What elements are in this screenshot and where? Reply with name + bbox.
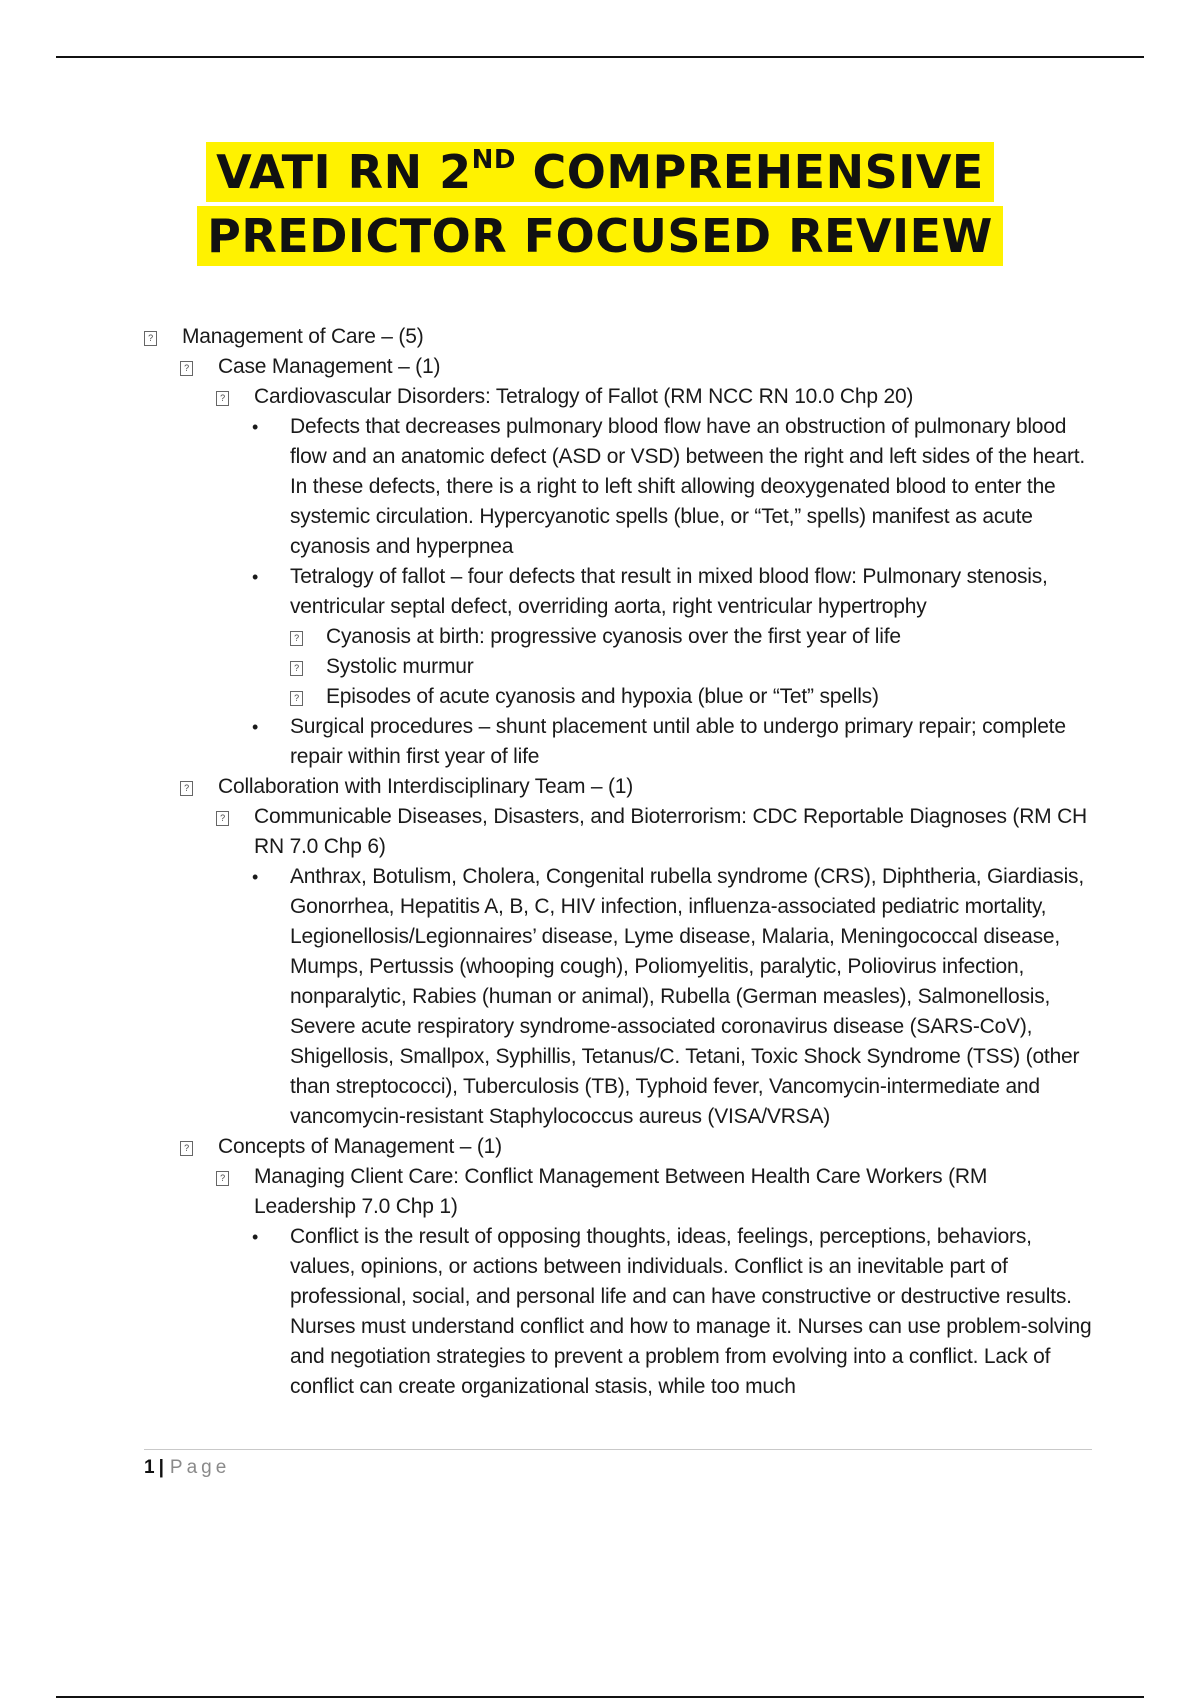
bullet-icon: •: [252, 717, 259, 737]
missing-glyph-icon: ?: [144, 331, 157, 346]
bullet-icon: •: [252, 867, 259, 887]
outline-item-collaboration: [144, 772, 1094, 802]
missing-glyph-icon: ?: [290, 661, 303, 676]
bullet-text: Tetralogy of fallot – four defects that result in mixed blood flow: Pulmonary stenosis, ventricular septal defect, overriding aorta, right ventricular hypertrophy: [290, 565, 1048, 618]
outline-item-management-of-care: [144, 322, 1094, 352]
title-line-1-suffix: COMPREHENSIVE: [515, 145, 984, 199]
title-line-1-prefix: VATI RN 2: [216, 145, 472, 199]
missing-glyph-icon: ?: [290, 691, 303, 706]
bullet-icon: •: [252, 1227, 259, 1247]
missing-glyph-icon: ?: [216, 391, 229, 406]
outline-item-label: Collaboration with Interdisciplinary Team – (1): [218, 775, 634, 798]
missing-glyph-icon: ?: [216, 811, 229, 826]
bullet-item: [144, 862, 1094, 1132]
page-number: 1: [144, 1457, 155, 1478]
bullet-icon: •: [252, 567, 259, 587]
outline-topic-conflict-management: [144, 1162, 1094, 1222]
missing-glyph-icon: ?: [180, 781, 193, 796]
page-separator: |: [158, 1457, 164, 1478]
title-line-1: [206, 142, 994, 202]
bullet-item: [144, 412, 1094, 562]
outline-item-label: Concepts of Management – (1): [218, 1135, 502, 1158]
page-footer: [144, 1449, 1092, 1480]
bullet-text: Conflict is the result of opposing thoughts, ideas, feelings, perceptions, behaviors, values, opinions, or actions between individuals. Conflict is an inevitable part of professional, social, and personal life and can have constructive or destructive results. Nurses must understand conflict and how to manage it. Nurses can use problem-solving and negotiation strategies to prevent a problem from evolving into a conflict. Lack of conflict can create organizational stasis, while too much: [290, 1225, 1092, 1398]
sub-item-text: Cyanosis at birth: progressive cyanosis over the first year of life: [326, 625, 901, 648]
outline: [144, 322, 1094, 1402]
missing-glyph-icon: ?: [290, 631, 303, 646]
bullet-item: [144, 1222, 1094, 1402]
sub-item: [144, 682, 1094, 712]
outline-item-label: Management of Care – (5): [182, 325, 424, 348]
outline-item-concepts-of-management: [144, 1132, 1094, 1162]
bullet-text: Defects that decreases pulmonary blood flow have an obstruction of pulmonary blood flow and an anatomic defect (ASD or VSD) between the right and left sides of the heart. In these defects, there is a right to left shift allowing deoxygenated blood to enter the systemic circulation. Hypercyanotic spells (blue, or “Tet,” spells) manifest as acute cyanosis and hyperpnea: [290, 415, 1086, 558]
title-superscript: ND: [471, 145, 516, 175]
outline-item-case-management: [144, 352, 1094, 382]
outline-topic-communicable-diseases: [144, 802, 1094, 862]
sub-item-text: Episodes of acute cyanosis and hypoxia (blue or “Tet” spells): [326, 685, 879, 708]
page-label: Page: [169, 1457, 231, 1478]
outline-item-label: Case Management – (1): [218, 355, 441, 378]
document-title: [0, 142, 1200, 266]
outline-topic-label: Cardiovascular Disorders: Tetralogy of Fallot (RM NCC RN 10.0 Chp 20): [254, 385, 914, 408]
outline-topic-tetralogy: [144, 382, 1094, 412]
missing-glyph-icon: ?: [180, 1141, 193, 1156]
outline-topic-label: Communicable Diseases, Disasters, and Bioterrorism: CDC Reportable Diagnoses (RM CH RN 7.0 Chp 6): [254, 805, 1088, 858]
bullet-text: Surgical procedures – shunt placement until able to undergo primary repair; complete repair within first year of life: [290, 715, 1066, 768]
bottom-rule: [56, 1696, 1144, 1698]
outline-topic-label: Managing Client Care: Conflict Management Between Health Care Workers (RM Leadership 7.0 Chp 1): [254, 1165, 988, 1218]
bullet-icon: •: [252, 417, 259, 437]
missing-glyph-icon: ?: [216, 1171, 229, 1186]
sub-item: [144, 652, 1094, 682]
title-line-2: PREDICTOR FOCUSED REVIEW: [197, 206, 1003, 266]
bullet-item: [144, 712, 1094, 772]
top-rule: [56, 56, 1144, 58]
missing-glyph-icon: ?: [180, 361, 193, 376]
sub-item: [144, 622, 1094, 652]
sub-item-text: Systolic murmur: [326, 655, 474, 678]
bullet-item: [144, 562, 1094, 622]
bullet-text: Anthrax, Botulism, Cholera, Congenital rubella syndrome (CRS), Diphtheria, Giardiasis, Gonorrhea, Hepatitis A, B, C, HIV infection, influenza-associated pediatric mortality, Legionellosis/Legionnaires’ disease, Lyme disease, Malaria, Meningococcal disease, Mumps, Pertussis (whooping cough), Poliomyelitis, paralytic, Poliovirus infection, nonparalytic, Rabies (human or animal), Rubella (German measles), Salmonellosis, Severe acute respiratory syndrome-associated coronavirus disease (SARS-CoV), Shigellosis, Smallpox, Syphillis, Tetanus/C. Tetani, Toxic Shock Syndrome (TSS) (other than streptococci), Tuberculosis (TB), Typhoid fever, Vancomycin-intermediate and vancomycin-resistant Staphylococcus aureus (VISA/VRSA): [290, 865, 1084, 1128]
